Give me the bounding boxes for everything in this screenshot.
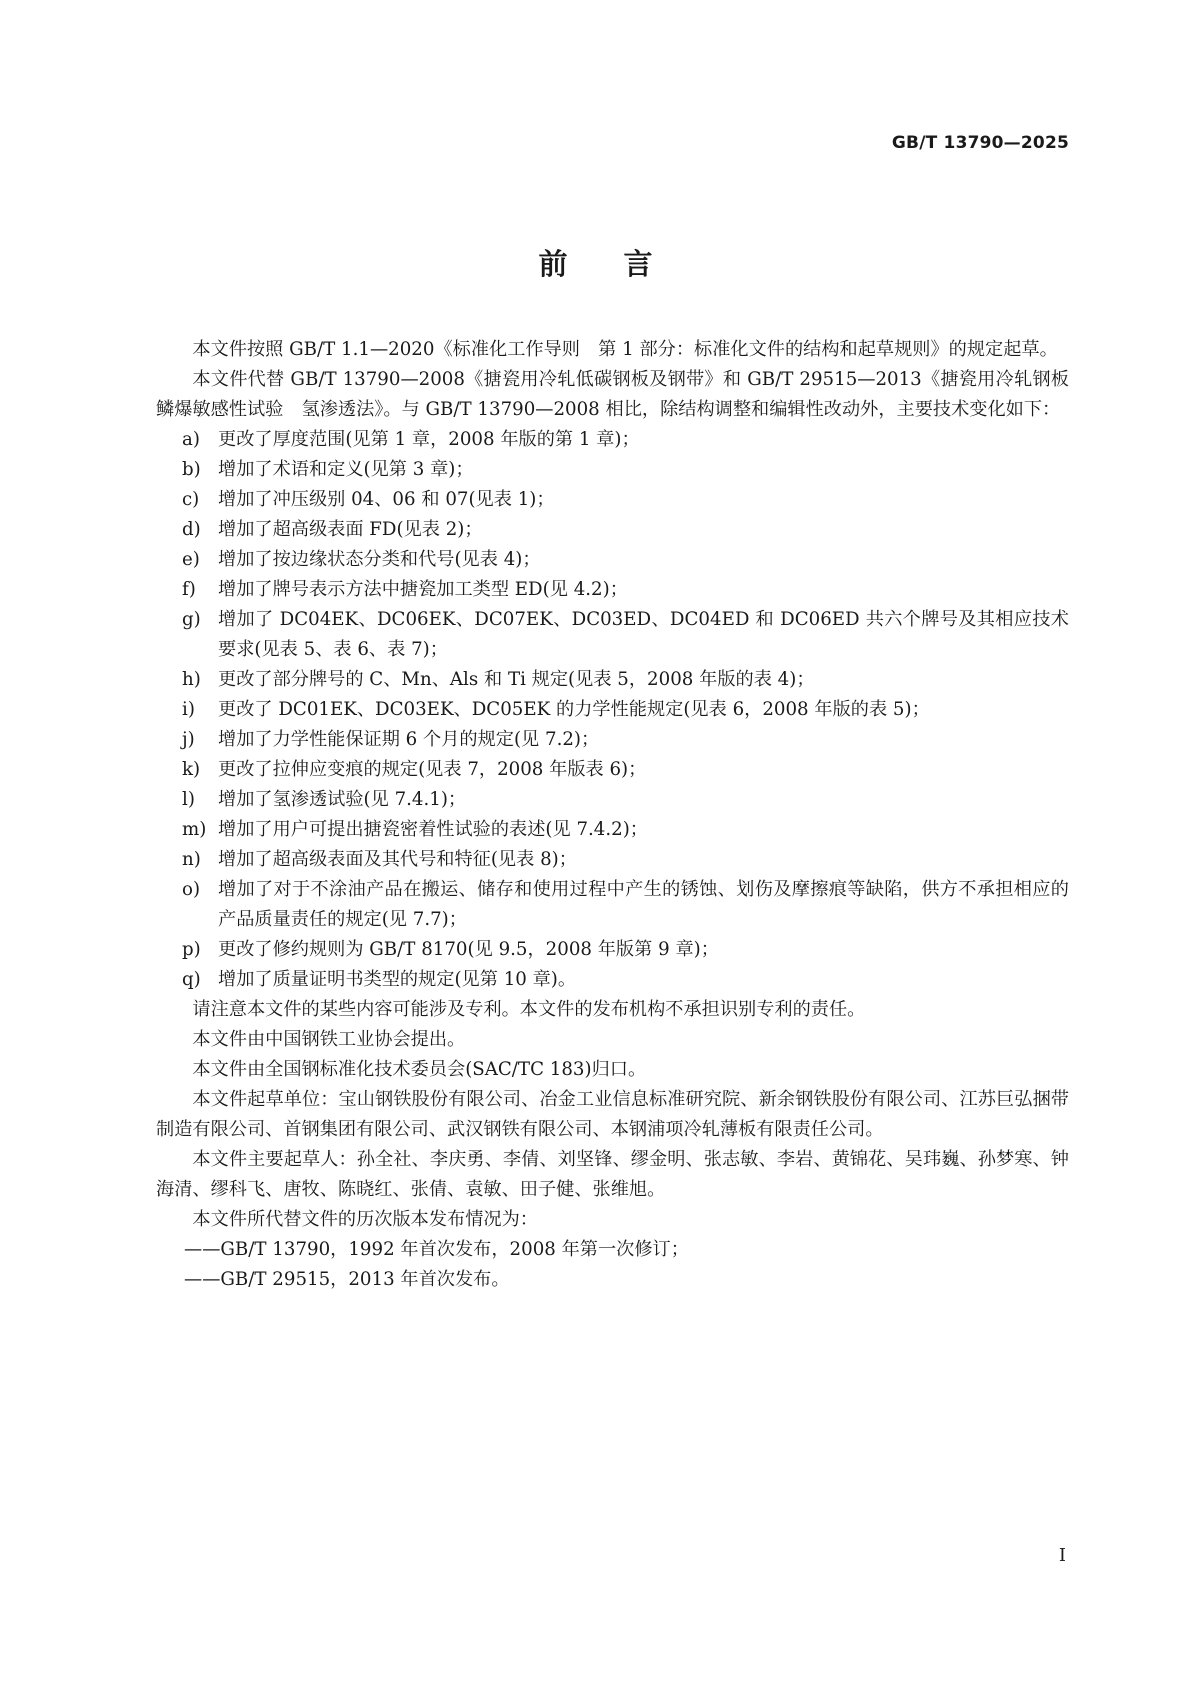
list-item xyxy=(156,425,1069,455)
list-item xyxy=(156,575,1069,605)
page-number: I xyxy=(1058,1545,1066,1566)
item-text: 更改了厚度范围(见第 1 章，2008 年版的第 1 章)； xyxy=(218,429,640,450)
list-item xyxy=(156,725,1069,755)
item-label: i) xyxy=(182,699,195,720)
item-text: 增加了质量证明书类型的规定(见第 10 章)。 xyxy=(218,969,577,990)
item-text: 更改了修约规则为 GB/T 8170(见 9.5，2008 年版第 9 章)； xyxy=(218,939,719,960)
history-item: ——GB/T 29515，2013 年首次发布。 xyxy=(184,1269,510,1290)
item-label: o) xyxy=(182,879,201,900)
item-text: 更改了拉伸应变痕的规定(见表 7，2008 年版表 6)； xyxy=(218,759,647,780)
item-label: k) xyxy=(182,759,201,780)
list-item xyxy=(156,935,1069,965)
item-text: 更改了部分牌号的 C、Mn、Als 和 Ti 规定(见表 5，2008 年版的表 4)； xyxy=(218,669,815,690)
list-item xyxy=(156,545,1069,575)
item-label: q) xyxy=(182,969,201,990)
item-label: p) xyxy=(182,939,201,960)
intro-paragraph: 本文件按照 GB/T 1.1—2020《标准化工作导则 第 1 部分：标准化文件的结构和起草规则》的规定起草。 xyxy=(192,339,1058,360)
patent-note: 请注意本文件的某些内容可能涉及专利。本文件的发布机构不承担识别专利的责任。 xyxy=(192,999,866,1020)
item-text: 增加了 DC04EK、DC06EK、DC07EK、DC03ED、DC04ED 和 DC06ED 共六个牌号及其相应技术要求(见表 5、表 6、表 7)； xyxy=(218,609,1069,660)
list-item xyxy=(156,845,1069,875)
item-text: 增加了超高级表面 FD(见表 2)； xyxy=(218,519,483,540)
committee-note: 本文件由全国钢标准化技术委员会(SAC/TC 183)归口。 xyxy=(192,1059,647,1080)
item-text: 增加了氢渗透试验(见 7.4.1)； xyxy=(218,789,467,810)
item-label: h) xyxy=(182,669,201,690)
item-label: m) xyxy=(182,819,207,840)
list-item xyxy=(156,455,1069,485)
item-label: a) xyxy=(182,429,200,450)
intro-paragraph: 本文件代替 GB/T 13790—2008《搪瓷用冷轧低碳钢板及钢带》和 GB/T 29515—2013《搪瓷用冷轧钢板 鳞爆敏感性试验 氢渗透法》。与 GB/T 13790—2008 相比，除结构调整和编辑性改动外，主要技术变化如下： xyxy=(156,369,1088,420)
item-text: 增加了牌号表示方法中搪瓷加工类型 ED(见 4.2)； xyxy=(218,579,628,600)
list-item xyxy=(156,485,1069,515)
preface-body xyxy=(156,335,1088,1295)
item-label: j) xyxy=(182,729,195,750)
changes-list xyxy=(156,425,1069,995)
list-item xyxy=(156,815,1069,845)
item-label: e) xyxy=(182,549,200,570)
item-text: 增加了对于不涂油产品在搬运、储存和使用过程中产生的锈蚀、划伤及摩擦痕等缺陷，供方不承担相应的产品质量责任的规定(见 7.7)； xyxy=(218,879,1069,930)
list-item xyxy=(156,605,1069,665)
item-label: g) xyxy=(182,609,201,630)
page-title xyxy=(0,242,1191,283)
title-char-1: 前 xyxy=(538,247,568,281)
proposer-note: 本文件由中国钢铁工业协会提出。 xyxy=(192,1029,466,1050)
item-text: 增加了超高级表面及其代号和特征(见表 8)； xyxy=(218,849,577,870)
item-label: n) xyxy=(182,849,201,870)
history-intro: 本文件所代替文件的历次版本发布情况为： xyxy=(192,1209,538,1230)
item-label: d) xyxy=(182,519,201,540)
list-item xyxy=(156,875,1069,935)
drafting-units: 本文件起草单位：宝山钢铁股份有限公司、冶金工业信息标准研究院、新余钢铁股份有限公司、江苏巨弘捆带制造有限公司、首钢集团有限公司、武汉钢铁有限公司、本钢浦项冷轧薄板有限责任公司。 xyxy=(156,1089,1069,1140)
item-label: c) xyxy=(182,489,200,510)
list-item xyxy=(156,785,1069,815)
item-text: 增加了力学性能保证期 6 个月的规定(见 7.2)； xyxy=(218,729,600,750)
list-item xyxy=(156,965,1069,995)
standard-code: GB/T 13790—2025 xyxy=(891,133,1069,153)
item-text: 增加了按边缘状态分类和代号(见表 4)； xyxy=(218,549,541,570)
item-label: f) xyxy=(182,579,196,600)
item-text: 增加了用户可提出搪瓷密着性试验的表述(见 7.4.2)； xyxy=(218,819,648,840)
item-text: 增加了术语和定义(见第 3 章)； xyxy=(218,459,474,480)
title-char-2: 言 xyxy=(623,247,653,281)
drafters: 本文件主要起草人：孙全社、李庆勇、李倩、刘坚锋、缪金明、张志敏、李岩、黄锦花、吴玮巍、孙梦寒、钟海清、缪科飞、唐牧、陈晓红、张倩、袁敏、田子健、张维旭。 xyxy=(156,1149,1069,1200)
item-text: 增加了冲压级别 04、06 和 07(见表 1)； xyxy=(218,489,555,510)
item-label: l) xyxy=(182,789,195,810)
list-item xyxy=(156,515,1069,545)
history-item: ——GB/T 13790，1992 年首次发布，2008 年第一次修订； xyxy=(184,1239,689,1260)
list-item xyxy=(156,755,1069,785)
item-text: 更改了 DC01EK、DC03EK、DC05EK 的力学性能规定(见表 6，2008 年版的表 5)； xyxy=(218,699,930,720)
list-item xyxy=(156,665,1069,695)
item-label: b) xyxy=(182,459,201,480)
list-item xyxy=(156,695,1069,725)
